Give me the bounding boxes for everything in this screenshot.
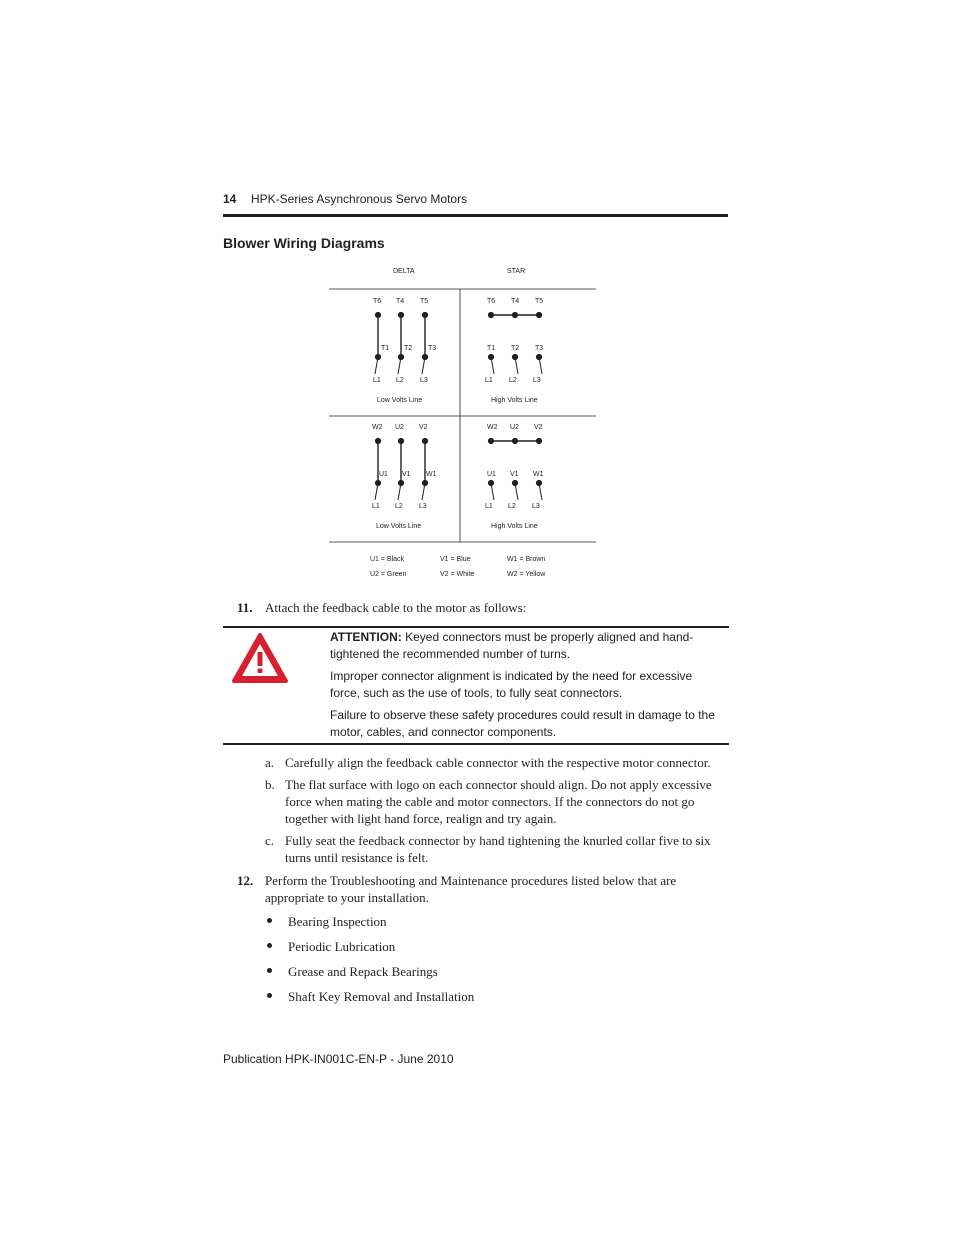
substep-a-marker: a.: [265, 755, 275, 770]
delta-t2-label: T2: [404, 345, 413, 352]
attention-label: ATTENTION:: [330, 630, 402, 644]
attention-top-rule: [223, 626, 729, 628]
star-top-high-volts: High Volts Line: [491, 397, 538, 404]
delta-bottom-l2-label: L2: [395, 503, 403, 510]
bullet-dot-4: [267, 993, 272, 998]
warning-triangle-icon: [231, 632, 289, 684]
delta-t1-label: T1: [381, 345, 390, 352]
legend-w1: W1 = Brown: [507, 556, 546, 563]
publication-footer: Publication HPK-IN001C-EN-P - June 2010: [223, 1052, 454, 1066]
star-t1-label: T1: [487, 345, 496, 352]
star-w2-label: W2: [487, 424, 498, 431]
star-top-l1-label: L1: [485, 377, 493, 384]
substep-b-marker: b.: [265, 777, 275, 792]
legend-u1: U1 = Black: [370, 556, 405, 563]
running-header-title: HPK-Series Asynchronous Servo Motors: [251, 192, 468, 206]
step-12-text: Perform the Troubleshooting and Maintenance procedures listed below that are appropriate to your installation.: [265, 873, 677, 905]
bullet-dot-1: [267, 918, 272, 923]
delta-t4-label: T4: [396, 298, 405, 305]
delta-heading: DELTA: [393, 268, 415, 275]
delta-top-low-volts: Low Volts Line: [377, 397, 423, 404]
star-t3-label: T3: [535, 345, 544, 352]
star-heading: STAR: [507, 268, 526, 275]
bullet-dot-3: [267, 968, 272, 973]
delta-v2-label: V2: [419, 424, 428, 431]
bullet-item-3: Grease and Repack Bearings: [288, 964, 438, 979]
step-12-number: 12.: [237, 873, 254, 888]
star-t6-label: T6: [487, 298, 496, 305]
star-t4-label: T4: [511, 298, 520, 305]
delta-t6-label: T6: [373, 298, 382, 305]
delta-w1-label: W1: [426, 471, 437, 478]
star-t2-label: T2: [511, 345, 520, 352]
delta-bottom-low-volts: Low Volts Line: [376, 523, 422, 530]
star-u1-label: U1: [487, 471, 496, 478]
delta-w2-label: W2: [372, 424, 383, 431]
star-bottom-l3-label: L3: [532, 503, 540, 510]
delta-u1-label: U1: [379, 471, 388, 478]
step-11-text: Attach the feedback cable to the motor as follows:: [265, 600, 527, 615]
star-top-links: [489, 313, 542, 374]
bullet-item-4: Shaft Key Removal and Installation: [288, 989, 475, 1004]
page-number: 14: [223, 192, 237, 206]
section-title: Blower Wiring Diagrams: [223, 235, 385, 251]
header-rule: [223, 214, 728, 217]
star-top-l2-label: L2: [509, 377, 517, 384]
step-11-number: 11.: [237, 600, 253, 615]
attention-paragraph-3: Failure to observe these safety procedures could result in damage to the motor, cables, and connector components.: [330, 708, 715, 739]
delta-top-l3-label: L3: [420, 377, 428, 384]
substep-b-text: The flat surface with logo on each connector should align. Do not apply excessive force when mating the cable and motor connectors. If the connectors do not go together with light hand force, realign and try again.: [285, 777, 712, 826]
star-v1-label: V1: [510, 471, 519, 478]
legend-v1: V1 = Blue: [440, 556, 471, 563]
delta-t3-label: T3: [428, 345, 437, 352]
delta-bottom-links: [375, 439, 427, 500]
attention-bottom-rule: [223, 743, 729, 745]
attention-text-1: Keyed connectors must be properly aligned and hand-tightened the recommended number of turns.: [330, 630, 694, 661]
legend-u2: U2 = Green: [370, 571, 407, 578]
delta-top-l1-label: L1: [373, 377, 381, 384]
star-w1-label: W1: [533, 471, 544, 478]
delta-top-links: [375, 313, 427, 374]
attention-paragraph-1: [330, 629, 730, 663]
substep-c-marker: c.: [265, 833, 275, 848]
star-bottom-high-volts: High Volts Line: [491, 523, 538, 530]
attention-paragraph-2: Improper connector alignment is indicated by the need for excessive force, such as the use of tools, to fully seat connectors.: [330, 669, 693, 700]
substep-c-text: Fully seat the feedback connector by hand tightening the knurled collar five to six turns until resistance is felt.: [285, 833, 711, 865]
substep-a-text: Carefully align the feedback cable connector with the respective motor connector.: [285, 755, 711, 770]
star-bottom-l1-label: L1: [485, 503, 493, 510]
star-t5-label: T5: [535, 298, 544, 305]
star-v2-label: V2: [534, 424, 543, 431]
delta-bottom-l1-label: L1: [372, 503, 380, 510]
star-bottom-links: [489, 439, 542, 500]
legend-v2: V2 = White: [440, 571, 475, 578]
bullet-item-1: Bearing Inspection: [288, 914, 387, 929]
delta-bottom-l3-label: L3: [419, 503, 427, 510]
bullet-dot-2: [267, 943, 272, 948]
bullet-item-2: Periodic Lubrication: [288, 939, 396, 954]
delta-top-l2-label: L2: [396, 377, 404, 384]
delta-t5-label: T5: [420, 298, 429, 305]
legend-w2: W2 = Yellow: [507, 571, 546, 578]
delta-u2-label: U2: [395, 424, 404, 431]
star-bottom-l2-label: L2: [508, 503, 516, 510]
delta-v1-label: V1: [402, 471, 411, 478]
star-top-l3-label: L3: [533, 377, 541, 384]
star-u2-label: U2: [510, 424, 519, 431]
